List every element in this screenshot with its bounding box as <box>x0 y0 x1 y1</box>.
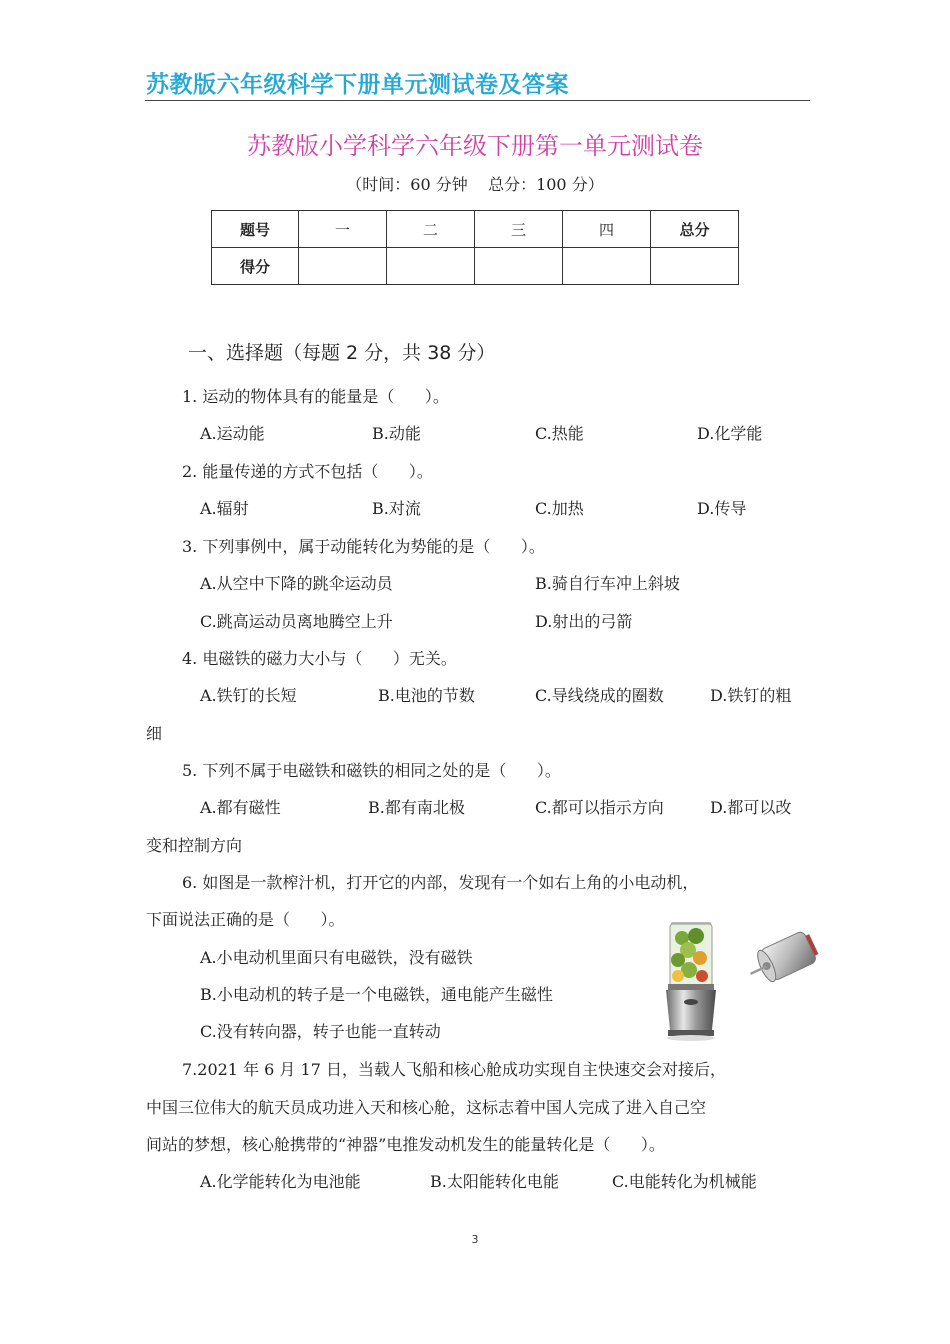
score-table-score-row <box>212 248 739 285</box>
section-title: 一、选择题（每题 2 分，共 38 分） <box>188 342 496 364</box>
option-b: B.电池的节数 <box>378 686 475 705</box>
score-table-header: 题号 <box>212 211 299 248</box>
score-table-header: 二 <box>387 211 475 248</box>
score-table-header: 三 <box>475 211 563 248</box>
option-d: D.都可以改 <box>710 798 792 817</box>
score-cell <box>387 248 475 285</box>
option-a: A.辐射 <box>200 499 249 518</box>
score-table-header: 总分 <box>651 211 739 248</box>
paper-subtitle: （时间：60 分钟 总分：100 分） <box>346 175 604 194</box>
question-stem: 6. 如图是一款榨汁机，打开它的内部，发现有一个如右上角的小电动机， <box>182 873 699 892</box>
score-table-header-row <box>212 211 739 248</box>
score-cell <box>563 248 651 285</box>
option-b: B.对流 <box>372 499 421 518</box>
question-stem: 4. 电磁铁的磁力大小与（ ）无关。 <box>182 649 457 668</box>
option-a: A.都有磁性 <box>200 798 281 817</box>
option-d-continued: 变和控制方向 <box>146 836 243 855</box>
score-cell <box>299 248 387 285</box>
question-stem: 2. 能量传递的方式不包括（ ）。 <box>182 462 433 481</box>
question-stem: 5. 下列不属于电磁铁和磁铁的相同之处的是（ ）。 <box>182 761 561 780</box>
page-number: 3 <box>471 1233 479 1246</box>
question-stem-continued: 中国三位伟大的航天员成功进入天和核心舱，这标志着中国人完成了进入自己空 <box>146 1098 707 1117</box>
option-b: B.都有南北极 <box>368 798 465 817</box>
option-c: C.没有转向器，转子也能一直转动 <box>200 1022 441 1041</box>
electric-motor-image <box>750 925 820 993</box>
header-divider <box>145 100 810 101</box>
option-b: B.骑自行车冲上斜坡 <box>535 574 680 593</box>
score-cell <box>651 248 739 285</box>
option-c: C.电能转化为机械能 <box>612 1172 757 1191</box>
score-row-label: 得分 <box>212 248 299 285</box>
option-c: C.跳高运动员离地腾空上升 <box>200 612 393 631</box>
option-a: A.铁钉的长短 <box>200 686 297 705</box>
score-table-header: 四 <box>563 211 651 248</box>
option-c: C.热能 <box>535 424 584 443</box>
option-d-continued: 细 <box>146 724 163 743</box>
option-a: A.化学能转化为电池能 <box>200 1172 361 1191</box>
score-cell <box>475 248 563 285</box>
option-d: D.化学能 <box>697 424 763 443</box>
option-c: C.加热 <box>535 499 584 518</box>
question-stem: 7.2021 年 6 月 17 日，当载人飞船和核心舱成功实现自主快速交会对接后， <box>182 1060 726 1079</box>
option-a: A.小电动机里面只有电磁铁，没有磁铁 <box>200 948 473 967</box>
score-table <box>211 210 739 285</box>
score-table-header: 一 <box>299 211 387 248</box>
document-header-title: 苏教版六年级科学下册单元测试卷及答案 <box>146 72 569 98</box>
question-stem-continued: 间站的梦想，核心舱携带的“神器”电推发动机发生的能量转化是（ ）。 <box>146 1135 665 1154</box>
option-b: B.动能 <box>372 424 421 443</box>
option-a: A.运动能 <box>200 424 265 443</box>
option-b: B.小电动机的转子是一个电磁铁，通电能产生磁性 <box>200 985 553 1004</box>
juicer-image <box>656 918 726 1042</box>
option-b: B.太阳能转化电能 <box>430 1172 559 1191</box>
option-c: C.导线绕成的圈数 <box>535 686 664 705</box>
paper-title: 苏教版小学科学六年级下册第一单元测试卷 <box>247 132 703 160</box>
option-c: C.都可以指示方向 <box>535 798 664 817</box>
option-d: D.传导 <box>697 499 747 518</box>
option-d: D.铁钉的粗 <box>710 686 792 705</box>
question-stem: 3. 下列事例中，属于动能转化为势能的是（ ）。 <box>182 537 545 556</box>
option-a: A.从空中下降的跳伞运动员 <box>200 574 393 593</box>
question-stem: 1. 运动的物体具有的能量是（ ）。 <box>182 387 449 406</box>
option-d: D.射出的弓箭 <box>535 612 633 631</box>
question-stem-continued: 下面说法正确的是（ ）。 <box>146 910 345 929</box>
